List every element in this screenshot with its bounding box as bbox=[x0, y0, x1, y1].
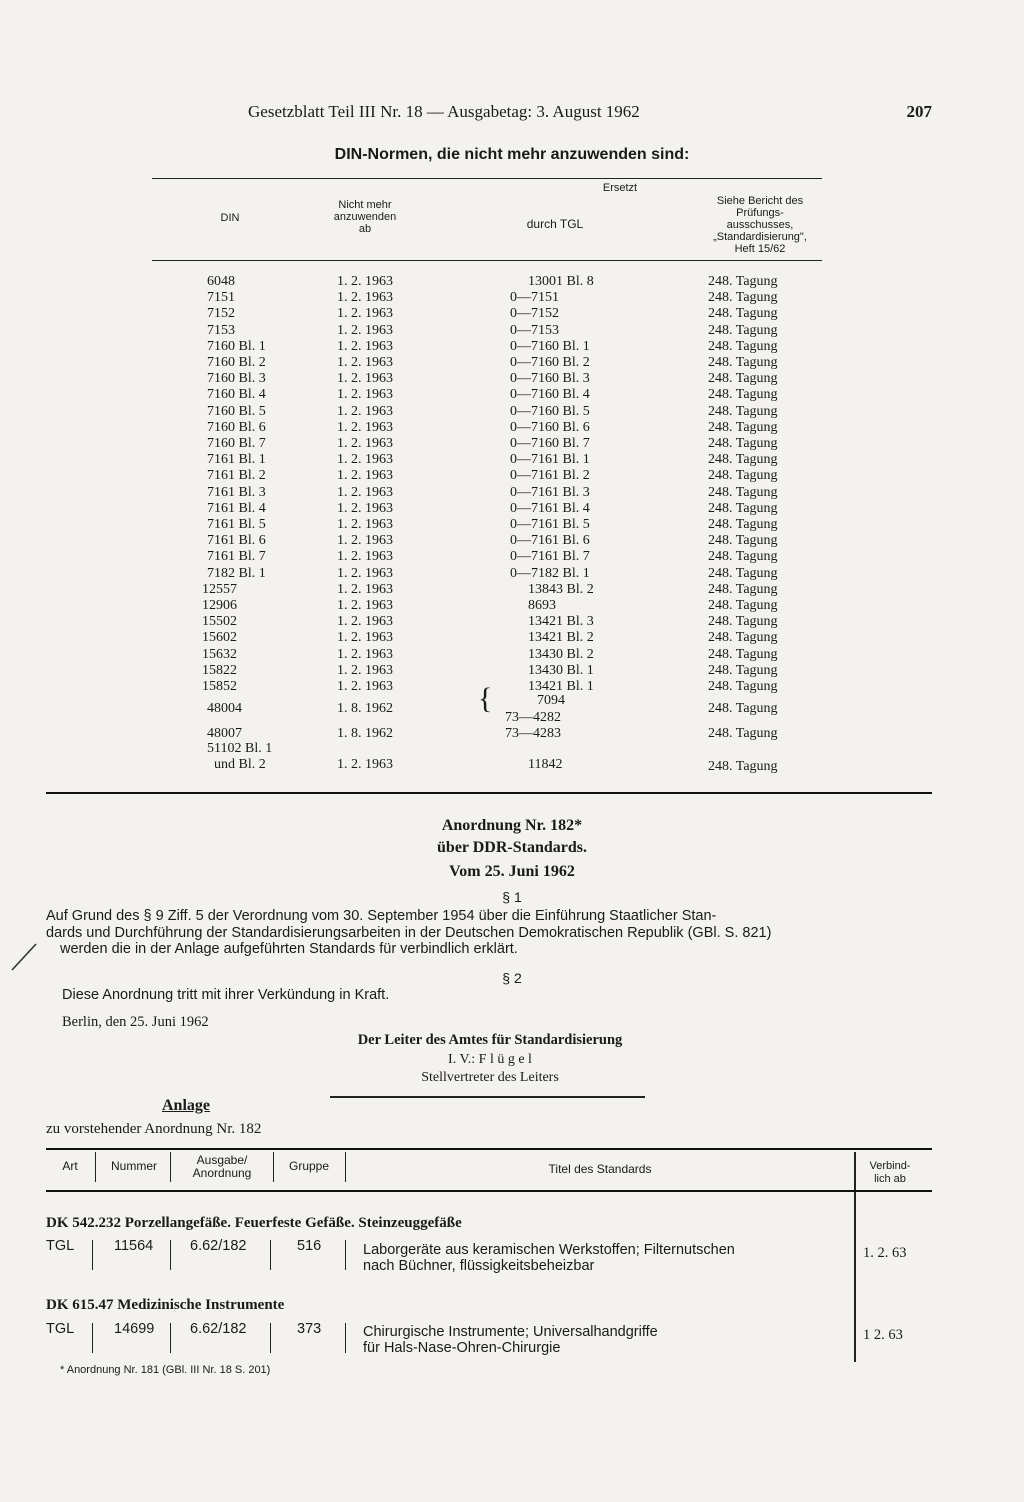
cell-date: 1. 2. 1963 bbox=[337, 468, 393, 484]
table-row bbox=[0, 436, 1024, 452]
cell-tgl: 0—7160 Bl. 1 bbox=[510, 338, 590, 354]
cell-tgl: 0—7153 bbox=[510, 322, 559, 338]
table-row: 48004 1. 8. 1962 248. Tagung bbox=[207, 701, 778, 716]
cell-report: 248. Tagung bbox=[708, 500, 778, 516]
cell-date: 1. 2. 1963 bbox=[337, 436, 393, 451]
cell-titel: Chirurgische Instrumente; Universalhandgriffe bbox=[363, 1324, 658, 1340]
cell-din: 7161 Bl. 7 bbox=[207, 549, 266, 565]
cell-din: 7151 bbox=[207, 290, 235, 306]
din-table-title: DIN-Normen, die nicht mehr anzuwenden sind: bbox=[334, 146, 690, 163]
table-row bbox=[0, 501, 1024, 517]
paragraph-1-heading: § 1 bbox=[502, 889, 522, 905]
paragraph-1-line: Auf Grund des § 9 Ziff. 5 der Verordnung vom 30. September 1954 über die Einführung Staatlicher Stan- bbox=[46, 908, 717, 924]
col-nummer: Nummer bbox=[110, 1159, 157, 1173]
col-siehe-bericht: Siehe Bericht des Prüfungs- ausschusses, „Standardisierung", Heft 15/62 bbox=[713, 195, 807, 255]
cell-din: 7160 Bl. 3 bbox=[207, 371, 266, 387]
cell-report: 248. Tagung bbox=[708, 306, 778, 322]
table-row bbox=[0, 306, 1024, 322]
table-top-rule bbox=[152, 178, 822, 179]
cell-date: 1. 2. 1963 bbox=[337, 630, 393, 646]
col-ausgabe: Ausgabe/ Anordnung bbox=[192, 1153, 252, 1180]
cell-din: 7182 Bl. 1 bbox=[207, 565, 266, 581]
table-row bbox=[0, 355, 1024, 371]
cell-date: 1. 2. 1963 bbox=[337, 306, 393, 322]
anlage-subtitle: zu vorstehender Anordnung Nr. 182 bbox=[46, 1121, 262, 1137]
brace-symbol: { bbox=[478, 682, 493, 715]
cell-date: 1. 2. 1963 bbox=[337, 679, 393, 694]
table-row bbox=[0, 647, 1024, 663]
cell-report: 248. Tagung bbox=[708, 662, 778, 678]
cell-date: 1. 2. 1963 bbox=[337, 549, 393, 565]
cell-date: 1. 2. 1963 bbox=[337, 355, 393, 370]
anordnung-date: Vom 25. Juni 1962 bbox=[449, 863, 575, 880]
footnote: * Anordnung Nr. 181 (GBl. III Nr. 18 S. 201) bbox=[60, 1364, 271, 1376]
table-row bbox=[0, 290, 1024, 306]
cell-report: 248. Tagung bbox=[708, 549, 778, 565]
table-row bbox=[0, 323, 1024, 339]
cell-din: 7160 Bl. 1 bbox=[207, 338, 266, 354]
cell-tgl: 0—7161 Bl. 6 bbox=[510, 533, 590, 549]
table-row bbox=[0, 582, 1024, 598]
cell-report: 248. Tagung bbox=[708, 468, 778, 484]
anordnung-title: Anordnung Nr. 182* bbox=[441, 817, 583, 834]
cell-date: 1. 2. 1963 bbox=[337, 646, 393, 662]
cell-tgl: 13430 Bl. 2 bbox=[528, 646, 594, 662]
cell-report: 248. Tagung bbox=[708, 371, 778, 387]
cell-ausgabe: 6.62/182 bbox=[190, 1321, 247, 1337]
cell-din: 7161 Bl. 2 bbox=[207, 468, 266, 484]
cell-gruppe: 516 bbox=[297, 1238, 322, 1254]
table-row bbox=[0, 468, 1024, 484]
table-row bbox=[0, 614, 1024, 630]
cell-date: 1. 2. 1963 bbox=[337, 290, 393, 306]
place-date: Berlin, den 25. Juni 1962 bbox=[62, 1014, 209, 1030]
cell-din: 15632 bbox=[202, 646, 237, 662]
cell-tgl: 13421 Bl. 1 bbox=[528, 679, 594, 694]
cell-din: 15602 bbox=[202, 630, 237, 646]
paragraph-2-text: Diese Anordnung tritt mit ihrer Verkündung in Kraft. bbox=[62, 987, 390, 1003]
cell-report: 248. Tagung bbox=[708, 452, 778, 468]
cell-date: 1. 2. 1963 bbox=[337, 533, 393, 549]
row-bar bbox=[270, 1240, 271, 1270]
col-art: Art bbox=[62, 1159, 78, 1173]
table-row bbox=[0, 274, 1024, 290]
pencil-mark bbox=[8, 940, 40, 974]
dk-heading: DK 542.232 Porzellangefäße. Feuerfeste Gefäße. Steinzeuggefäße bbox=[46, 1215, 462, 1231]
cell-report: 248. Tagung bbox=[708, 598, 778, 613]
cell-verbindlich: 1. 2. 63 bbox=[863, 1245, 907, 1261]
table-row bbox=[0, 549, 1024, 565]
cell-tgl: 0—7160 Bl. 7 bbox=[510, 436, 590, 451]
cell-date: 1. 2. 1963 bbox=[337, 581, 393, 597]
row-bar bbox=[92, 1323, 93, 1353]
table-row bbox=[0, 630, 1024, 646]
row-bar bbox=[170, 1323, 171, 1353]
table-row bbox=[0, 339, 1024, 355]
cell-date: 1. 2. 1963 bbox=[337, 614, 393, 630]
page-header bbox=[248, 102, 932, 122]
cell-date: 1. 2. 1963 bbox=[337, 419, 393, 435]
cell-din: 7161 Bl. 4 bbox=[207, 500, 266, 516]
cell-din: 6048 bbox=[207, 274, 235, 289]
anlage-title: Anlage bbox=[162, 1097, 210, 1114]
cell-report: 248. Tagung bbox=[708, 533, 778, 549]
row-bar bbox=[92, 1240, 93, 1270]
gazette-title: Gesetzblatt Teil III Nr. 18 — Ausgabetag: 3. August 1962 bbox=[248, 102, 640, 121]
cell-report: 248. Tagung bbox=[708, 646, 778, 662]
cell-date: 1. 2. 1963 bbox=[337, 274, 393, 289]
table-row bbox=[0, 485, 1024, 501]
cell-date: 1. 2. 1963 bbox=[337, 662, 393, 678]
paragraph-1-line: dards und Durchführung der Standardisierungsarbeiten in der Deutschen Demokratischen Republik (GBl. S. 821) bbox=[46, 925, 772, 941]
cell-report: 248. Tagung bbox=[708, 679, 778, 694]
table-row: 51102 Bl. 1 bbox=[207, 741, 273, 756]
cell-tgl: 0—7152 bbox=[510, 306, 559, 322]
signature-role: Stellvertreter des Leiters bbox=[421, 1070, 559, 1085]
table-row: 48007 1. 8. 1962 73—4283 248. Tagung bbox=[207, 726, 778, 741]
table-row bbox=[0, 387, 1024, 403]
col-durch-tgl: durch TGL bbox=[526, 217, 584, 231]
cell-din: 12557 bbox=[202, 581, 237, 597]
paragraph-2-heading: § 2 bbox=[502, 970, 522, 986]
cell-tgl: 0—7160 Bl. 6 bbox=[510, 419, 590, 435]
col-ersetzt: Ersetzt bbox=[602, 182, 638, 194]
cell-report: 248. Tagung bbox=[708, 419, 778, 435]
cell-din: 12906 bbox=[202, 598, 237, 613]
cell-tgl: 0—7161 Bl. 4 bbox=[510, 500, 590, 516]
col-divider-verbind bbox=[854, 1152, 856, 1362]
cell-date: 1. 2. 1963 bbox=[337, 371, 393, 387]
signature-title: Der Leiter des Amtes für Standardisierung bbox=[357, 1032, 623, 1048]
cell-tgl: 0—7160 Bl. 2 bbox=[510, 355, 590, 370]
col-titel: Titel des Standards bbox=[548, 1162, 652, 1176]
anlage-header-rule bbox=[46, 1190, 932, 1192]
table-row bbox=[0, 404, 1024, 420]
cell-report: 248. Tagung bbox=[708, 565, 778, 581]
cell-din: 7161 Bl. 6 bbox=[207, 533, 266, 549]
cell-tgl: 0—7160 Bl. 3 bbox=[510, 371, 590, 387]
row-bar bbox=[170, 1240, 171, 1270]
table-row bbox=[0, 663, 1024, 679]
col-verbindlich: Verbind- lich ab bbox=[869, 1160, 911, 1185]
cell-date: 1. 2. 1963 bbox=[337, 338, 393, 354]
cell-din: 7160 Bl. 7 bbox=[207, 436, 266, 451]
cell-nummer: 11564 bbox=[114, 1238, 154, 1254]
cell-date: 1. 2. 1963 bbox=[337, 322, 393, 338]
cell-tgl: 0—7182 Bl. 1 bbox=[510, 565, 590, 581]
anlage-top-rule bbox=[46, 1148, 932, 1150]
table-row bbox=[0, 371, 1024, 387]
cell-din: 15502 bbox=[202, 614, 237, 630]
cell-art: TGL bbox=[46, 1321, 75, 1337]
table-row bbox=[0, 598, 1024, 614]
cell-nummer: 14699 bbox=[114, 1321, 155, 1337]
row-bar bbox=[345, 1240, 346, 1270]
cell-date: 1. 2. 1963 bbox=[337, 517, 393, 532]
cell-report: 248. Tagung bbox=[708, 436, 778, 451]
paragraph-1-line: werden die in der Anlage aufgeführten Standards für verbindlich erklärt. bbox=[60, 941, 518, 957]
cell-art: TGL bbox=[46, 1238, 75, 1254]
table-row-sub: 7094 bbox=[537, 693, 565, 708]
cell-tgl: 0—7161 Bl. 1 bbox=[510, 452, 590, 468]
cell-tgl: 0—7161 Bl. 5 bbox=[510, 517, 590, 532]
cell-din: 7160 Bl. 4 bbox=[207, 387, 266, 403]
cell-report: 248. Tagung bbox=[708, 387, 778, 403]
cell-din: 7161 Bl. 1 bbox=[207, 452, 266, 468]
cell-din: 15852 bbox=[202, 679, 237, 694]
cell-tgl: 0—7161 Bl. 3 bbox=[510, 484, 590, 500]
col-din: DIN bbox=[220, 212, 240, 224]
table-header-rule bbox=[152, 260, 822, 261]
cell-din: 7161 Bl. 5 bbox=[207, 517, 266, 532]
cell-date: 1. 2. 1963 bbox=[337, 500, 393, 516]
cell-tgl: 0—7161 Bl. 2 bbox=[510, 468, 590, 484]
cell-din: 7153 bbox=[207, 322, 235, 338]
cell-report: 248. Tagung bbox=[708, 614, 778, 630]
cell-date: 1. 2. 1963 bbox=[337, 403, 393, 419]
row-bar bbox=[345, 1323, 346, 1353]
cell-tgl: 13421 Bl. 3 bbox=[528, 614, 594, 630]
cell-report: 248. Tagung bbox=[708, 630, 778, 646]
col-divider bbox=[273, 1152, 274, 1182]
cell-report: 248. Tagung bbox=[708, 517, 778, 532]
cell-report: 248. Tagung bbox=[708, 338, 778, 354]
cell-report: 248. Tagung bbox=[708, 403, 778, 419]
cell-report: 248. Tagung bbox=[708, 290, 778, 306]
col-divider bbox=[170, 1152, 171, 1182]
anordnung-subtitle: über DDR-Standards. bbox=[437, 839, 587, 856]
cell-tgl: 8693 bbox=[528, 598, 556, 613]
table-row bbox=[0, 533, 1024, 549]
cell-date: 1. 2. 1963 bbox=[337, 565, 393, 581]
col-divider bbox=[95, 1152, 96, 1182]
cell-date: 1. 2. 1963 bbox=[337, 387, 393, 403]
cell-din: 15822 bbox=[202, 662, 237, 678]
col-nicht-mehr: Nicht mehr anzuwenden ab bbox=[333, 199, 397, 235]
cell-verbindlich: 1 2. 63 bbox=[863, 1327, 903, 1343]
cell-tgl: 0—7151 bbox=[510, 290, 559, 306]
cell-tgl: 13843 Bl. 2 bbox=[528, 581, 594, 597]
cell-report: 248. Tagung bbox=[708, 484, 778, 500]
cell-date: 1. 2. 1963 bbox=[337, 484, 393, 500]
cell-tgl: 0—7160 Bl. 5 bbox=[510, 403, 590, 419]
cell-tgl: 0—7160 Bl. 4 bbox=[510, 387, 590, 403]
table-row bbox=[0, 452, 1024, 468]
cell-tgl: 13430 Bl. 1 bbox=[528, 662, 594, 678]
table-row bbox=[0, 517, 1024, 533]
table-row-sub: 73—4282 bbox=[505, 710, 561, 725]
col-gruppe: Gruppe bbox=[288, 1159, 330, 1173]
cell-din: 7152 bbox=[207, 306, 235, 322]
cell-report: 248. Tagung bbox=[708, 322, 778, 338]
cell-tgl: 13421 Bl. 2 bbox=[528, 630, 594, 646]
cell-din: 7161 Bl. 3 bbox=[207, 484, 266, 500]
cell-date: 1. 2. 1963 bbox=[337, 598, 393, 613]
col-divider bbox=[345, 1152, 346, 1182]
page-number: 207 bbox=[906, 102, 932, 121]
cell-titel: nach Büchner, flüssigkeitsbeheizbar bbox=[363, 1258, 595, 1274]
cell-titel: für Hals-Nase-Ohren-Chirurgie bbox=[363, 1340, 561, 1356]
cell-din: 7160 Bl. 5 bbox=[207, 403, 266, 419]
cell-ausgabe: 6.62/182 bbox=[190, 1238, 247, 1254]
table-row: und Bl. 2 1. 2. 1963 11842 248. Tagung bbox=[214, 757, 778, 774]
cell-tgl: 0—7161 Bl. 7 bbox=[510, 549, 590, 565]
cell-gruppe: 373 bbox=[297, 1321, 322, 1337]
table-row bbox=[0, 420, 1024, 436]
table-row bbox=[0, 566, 1024, 582]
dk-heading: DK 615.47 Medizinische Instrumente bbox=[46, 1297, 285, 1313]
signature-name: I. V.: F l ü g e l bbox=[448, 1052, 532, 1067]
cell-din: 7160 Bl. 2 bbox=[207, 355, 266, 370]
cell-date: 1. 2. 1963 bbox=[337, 452, 393, 468]
row-bar bbox=[270, 1323, 271, 1353]
cell-din: 7160 Bl. 6 bbox=[207, 419, 266, 435]
cell-tgl: 13001 Bl. 8 bbox=[528, 274, 594, 289]
cell-report: 248. Tagung bbox=[708, 581, 778, 597]
cell-titel: Laborgeräte aus keramischen Werkstoffen; Filternutschen bbox=[363, 1242, 735, 1258]
cell-report: 248. Tagung bbox=[708, 355, 778, 370]
section-divider bbox=[46, 792, 932, 794]
signature-rule bbox=[330, 1096, 645, 1098]
cell-report: 248. Tagung bbox=[708, 274, 778, 289]
